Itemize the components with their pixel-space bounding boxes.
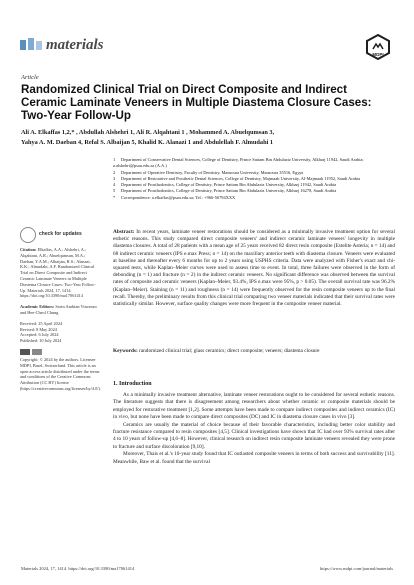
check-updates-icon	[20, 227, 36, 243]
mdpi-logo-icon	[365, 34, 391, 60]
author-list	[21, 128, 393, 147]
affiliation: 5 Department of Prosthodontics, College of Dentistry, Prince Sattam Bin Abdulaziz University, Alkharj 16278, Saudi Arabia	[113, 188, 337, 194]
affiliation: 2 Department of Operative Dentistry, Faculty of Dentistry, Mansoura University, Mansoura 35516, Egypt	[113, 169, 303, 175]
affiliation: 3 Department of Restorative and Prosthetic Dental Sciences, College of Dentistry, Majmaah University, Al-Majmaah 11952, Saudi Arabia	[113, 175, 361, 181]
abstract: Abstract: In recent years, laminate veneer restorations should be considered as a minimally invasive treatment option for several esthetic reasons. This study compared direct composite veneers' and indirect ceramic laminate veneers' longevity in multiple diastema closures. A total of 28 patients with a mean age of 25 years received 82 direct resin composite (Estelite Asteria; n = 14) and 68 indirect ceramic veneers (IPS e.max Press; n = 14) on the maxillary anterior teeth with diastema closure. Veneers were evaluated at baseline and thereafter every 6 months for up to 2 years using USPHS criteria. Data were analyzed with Fisher's exact and chi-squared tests, while Kaplan–Meier curves were used to assess time to event. In total, three failures were observed in the form of debonding (n = 1) and fracture (n = 2) in the indirect ceramic veneers. No significant difference was observed between the survival rates of composite and ceramic veneers (Kaplan–Meier, 93.4%, IPS e.max were 95%, p > 0.05). The overall survival rate was 96.2% (Kaplan–Meier). Staining (n = 11) and roughness (n = 14) were frequently observed for the resin composite veneers up to the final recall. Thereby, the preliminary results from this clinical trial comparing two veneer materials indicated that their survival rates were statistically similar. However, surface quality changes were more frequent in the composite veneer material.	[113, 229, 396, 308]
sidebar	[20, 227, 100, 392]
citation: Citation: Elkaffas, A.A.; Alshehri, A.; Alqahtani, A.R.; Abuelqumsan, M.A.; Daeban, Y.A.M.; Albaijan, R.S.; Alanazi, K.K.; Almudahi, A.F. Randomized Clinical Trial on Direct Composite and Indirect Ceramic Laminate Veneers in Multiple Diastema Closure Cases: Two-Year Follow-Up. Materials 2024, 17, 1414. https://doi.org/10.3390/ma17061414	[20, 247, 96, 299]
article-type: Article	[21, 74, 39, 81]
received-date: Received: 25 April 2024	[20, 320, 63, 326]
correspondence: * Correspondence: a.elkaffas@psau.edu.sa; Tel.: +966-56794XXX	[113, 194, 236, 200]
affiliation: 4 Department of Prosthodontics, College of Dentistry, Prince Sattam Bin Abdulaziz University, Alkharj 11942, Saudi Arabia	[113, 182, 337, 188]
published-date: Published: 10 July 2024	[20, 338, 62, 344]
paragraph: Moreover, Thais et al.'s 10-year study found that IC outlasted composite veneers in terms of both success and survivability [11]. Meanwhile, Baw et al. found that the survival	[113, 451, 395, 465]
mdpi-label: MDPI	[372, 52, 384, 57]
cc-license-icon	[20, 349, 100, 355]
intro-body	[113, 392, 395, 466]
journal-logo-icon	[20, 38, 42, 52]
journal-url-link[interactable]: https://www.mdpi.com/journal/materials	[320, 566, 393, 571]
keywords: Keywords: randomized clinical trial; glass ceramics; direct composite; veneers; diastema closure	[113, 348, 320, 354]
journal-name: materials	[46, 37, 104, 53]
paragraph: As a minimally invasive treatment alternative, laminate veneer restorations ought to be considered for several esthetic reasons. The literature suggests that there is disagreement among researchers about whether ceramic or composite materials should be employed for restorative treatment [1,2]. Some attempts have been made to compare indirect composites and indirect ceramics (IC) in vivo, but none have been made to compare direct composites (DC) and IC in diastema closure cases in vivo [3].	[113, 392, 395, 420]
check-updates-label: check for updates	[39, 231, 82, 238]
author-line: Ali A. Elkaffas 1,2,* , Abdullah Alshehri 1, Ali R. Alqahtani 1 , Mohammed A. Abuelqumsan 3,	[21, 129, 275, 136]
section-heading: 1. Introduction	[113, 381, 152, 387]
accepted-date: Accepted: 6 July 2024	[20, 332, 59, 338]
paragraph: Ceramics are usually the material of choice because of their favorable characteristics, including better color stability and fracture resistance compared to resin composites [4,5]. Clinical investigations have shown that IC had over 93% survival rates after 4 to 10 years of follow-up [4,6–8]. However, clinical research on indirect resin composite laminate veneers revealed they were prone to fracture and surface discoloration [9,10].	[113, 421, 395, 450]
article-title: Randomized Clinical Trial on Direct Composite and Indirect Ceramic Laminate Veneers in Multiple Diastema Closure Cases: Two-Year Follow-Up	[21, 83, 372, 123]
affiliation: 1 Department of Conservative Dental Sciences, College of Dentistry, Prince Sattam Bin Abdulaziz University, Alkharj 11942, Saudi Arabia; a.alshehri@psau.edu.sa (A.A.)	[113, 157, 364, 169]
revised-date: Revised: 8 May 2024	[20, 326, 57, 332]
affiliations	[113, 157, 393, 201]
copyright: Copyright: © 2024 by the authors. Licensee MDPI, Basel, Switzerland. This article is an open access article distributed under the terms and conditions of the Creative Commons Attribution (CC BY) license (https://creativecommons.org/licenses/by/4.0/).	[20, 356, 101, 391]
check-updates-button[interactable]	[20, 227, 100, 243]
author-line: Yahya A. M. Daeban 4, Refal S. Albaijan 5, Khalid K. Alanazi 1 and Abdulellah F. Almudahi 1	[21, 138, 274, 146]
page-footer: Materials 2024, 17, 1414. https://doi.org/10.3390/ma17061414 https://www.mdpi.com/journal/materials	[21, 566, 393, 571]
academic-editors: Academic Editors: Sorin Andrian Vincenzo and Hee-Cheol Chung	[20, 304, 97, 315]
